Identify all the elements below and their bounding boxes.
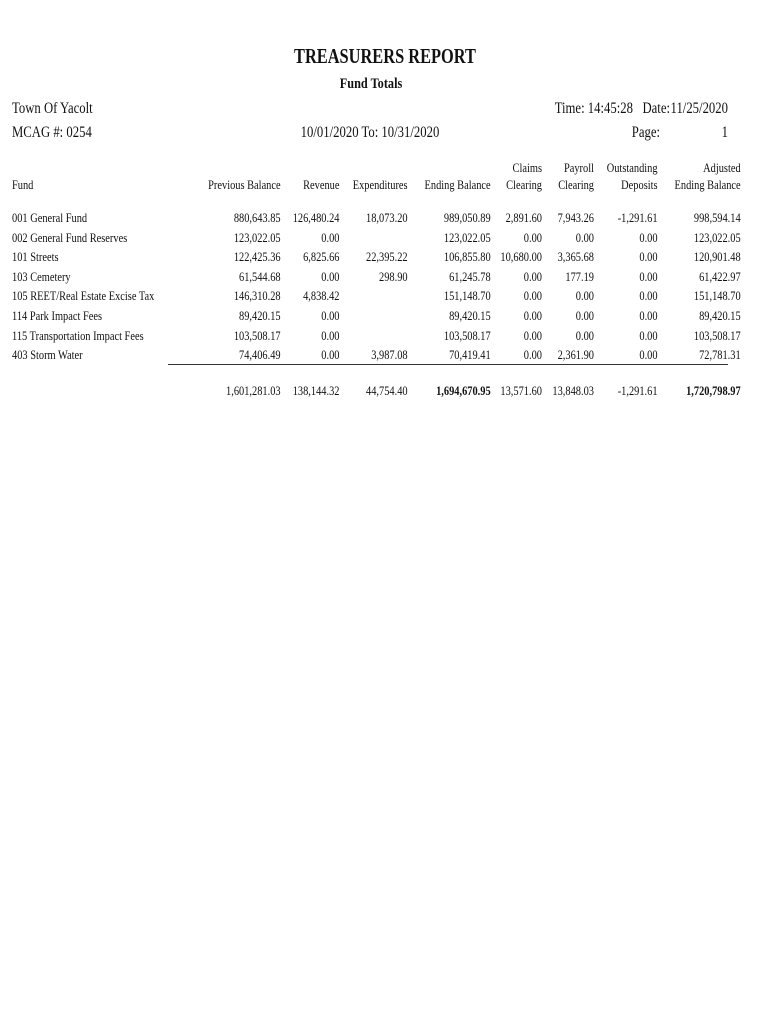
revenue-cell: 0.00 [320, 307, 340, 323]
outstanding-deposits-cell: -1,291.61 [618, 210, 658, 225]
ending-balance-cell: 151,148.70 [443, 288, 491, 304]
total-ending-balance: 1,694,670.95 [435, 382, 491, 398]
ending-balance-cell: 61,245.78 [448, 268, 491, 284]
previous-balance-cell: 103,508.17 [233, 327, 281, 343]
time-value: 14:45:28 [587, 100, 633, 117]
totals-label-cell [12, 365, 190, 401]
expenditures-cell: 298.90 [379, 268, 408, 284]
total-expenditures: 44,754.40 [366, 382, 408, 398]
claims-clearing-cell: 0.00 [524, 307, 543, 323]
ending-balance-cell: 106,855.80 [443, 249, 491, 265]
revenue-cell: 0.00 [320, 327, 340, 343]
adjusted-ending-balance-cell: 103,508.17 [693, 327, 741, 343]
fund-cell: 002 General Fund Reserves [12, 229, 128, 245]
ending-balance-cell: 70,419.41 [448, 347, 491, 363]
table-row [12, 306, 741, 326]
claims-clearing-cell: 0.00 [524, 229, 543, 245]
time-label: Time: [554, 100, 585, 117]
total-revenue: 138,144.32 [292, 382, 340, 398]
fund-cell: 114 Park Impact Fees [12, 307, 103, 323]
totals-row [12, 365, 741, 401]
adjusted-ending-balance-cell: 72,781.31 [698, 347, 741, 363]
outstanding-deposits-cell: 0.00 [639, 307, 658, 323]
revenue-cell: 6,825.66 [302, 249, 340, 265]
page-label: Page: [631, 124, 660, 141]
outstanding-deposits-cell: 0.00 [639, 327, 658, 343]
outstanding-deposits-cell: 0.00 [639, 288, 658, 304]
outstanding-deposits-cell: 0.00 [639, 229, 658, 245]
total-payroll-clearing: 13,848.03 [552, 382, 595, 398]
claims-clearing-cell: 2,891.60 [505, 210, 543, 225]
expenditures-cell [339, 326, 408, 346]
adjusted-ending-balance-cell: 120,901.48 [693, 249, 741, 265]
ending-balance-cell: 989,050.89 [443, 210, 491, 225]
fund-cell: 101 Streets [12, 249, 59, 265]
previous-balance-cell: 61,544.68 [238, 268, 281, 284]
payroll-clearing-cell: 0.00 [576, 229, 595, 245]
total-outstanding-deposits: -1,291.61 [618, 382, 658, 398]
previous-balance-cell: 146,310.28 [233, 288, 281, 304]
previous-balance-cell: 880,643.85 [233, 210, 281, 225]
table-row [12, 193, 741, 228]
table-row [12, 326, 741, 346]
table-row [12, 228, 741, 248]
expenditures-cell [339, 286, 408, 306]
claims-clearing-cell: 0.00 [524, 327, 543, 343]
expenditures-cell: 22,395.22 [366, 249, 408, 265]
previous-balance-cell: 74,406.49 [238, 347, 281, 363]
table-row [12, 247, 741, 267]
claims-clearing-cell: 0.00 [524, 268, 543, 284]
col-payroll-clearing: Payroll Clearing [558, 160, 595, 192]
report-subtitle: Fund Totals [339, 76, 403, 92]
payroll-clearing-cell: 2,361.90 [557, 347, 595, 363]
fund-cell: 103 Cemetery [12, 268, 71, 284]
col-previous-balance: Previous Balance [208, 177, 281, 192]
ending-balance-cell: 103,508.17 [443, 327, 491, 343]
expenditures-cell [339, 228, 408, 248]
col-expenditures: Expenditures [352, 177, 408, 192]
revenue-cell: 0.00 [320, 229, 340, 245]
fund-cell: 001 General Fund [12, 210, 88, 225]
revenue-cell: 4,838.42 [302, 288, 340, 304]
adjusted-ending-balance-cell: 998,594.14 [693, 210, 741, 225]
total-claims-clearing: 13,571.60 [500, 382, 543, 398]
previous-balance-cell: 123,022.05 [233, 229, 281, 245]
page-number: 1 [721, 124, 728, 141]
table-row [12, 267, 741, 287]
claims-clearing-cell: 0.00 [524, 347, 543, 363]
report-title: TREASURERS REPORT [294, 44, 476, 68]
table-row [12, 345, 741, 365]
fund-cell: 403 Storm Water [12, 347, 83, 363]
adjusted-ending-balance-cell: 61,422.97 [698, 268, 741, 284]
payroll-clearing-cell: 0.00 [576, 327, 595, 343]
adjusted-ending-balance-cell: 151,148.70 [693, 288, 741, 304]
expenditures-cell: 3,987.08 [371, 347, 408, 363]
payroll-clearing-cell: 7,943.26 [557, 210, 595, 225]
ending-balance-cell: 123,022.05 [443, 229, 491, 245]
col-ending-balance: Ending Balance [424, 177, 491, 192]
table-header-row [12, 157, 741, 193]
revenue-cell: 0.00 [320, 347, 340, 363]
mcag-number: MCAG #: 0254 [12, 124, 92, 141]
fund-cell: 115 Transportation Impact Fees [12, 327, 144, 343]
time-field [540, 100, 633, 118]
payroll-clearing-cell: 3,365.68 [557, 249, 595, 265]
adjusted-ending-balance-cell: 123,022.05 [693, 229, 741, 245]
date-value: 11/25/2020 [670, 100, 728, 117]
payroll-clearing-cell: 0.00 [576, 307, 595, 323]
entity-name: Town Of Yacolt [12, 100, 93, 117]
outstanding-deposits-cell: 0.00 [639, 347, 658, 363]
outstanding-deposits-cell: 0.00 [639, 249, 658, 265]
previous-balance-cell: 89,420.15 [238, 307, 281, 323]
report-period: 10/01/2020 To: 10/31/2020 [300, 124, 440, 141]
revenue-cell: 126,480.24 [292, 210, 340, 225]
adjusted-ending-balance-cell: 89,420.15 [698, 307, 741, 323]
claims-clearing-cell: 10,680.00 [500, 249, 543, 265]
ending-balance-cell: 89,420.15 [448, 307, 491, 323]
claims-clearing-cell: 0.00 [524, 288, 543, 304]
payroll-clearing-cell: 0.00 [576, 288, 595, 304]
total-adjusted-ending-balance: 1,720,798.97 [685, 382, 741, 398]
fund-cell: 105 REET/Real Estate Excise Tax [12, 288, 155, 304]
table-row [12, 286, 741, 306]
payroll-clearing-cell: 177.19 [565, 268, 595, 284]
total-previous-balance: 1,601,281.03 [225, 382, 281, 398]
col-fund: Fund [12, 177, 34, 192]
previous-balance-cell: 122,425.36 [233, 249, 281, 265]
col-outstanding-deposits: Outstanding Deposits [607, 160, 658, 192]
col-revenue: Revenue [302, 177, 340, 192]
col-claims-clearing: Claims Clearing [506, 160, 543, 192]
outstanding-deposits-cell: 0.00 [639, 268, 658, 284]
date-label: Date: [642, 100, 670, 117]
expenditures-cell [339, 306, 408, 326]
totals-divider [168, 364, 728, 365]
col-adjusted-ending-balance: Adjusted Ending Balance [674, 160, 741, 192]
revenue-cell: 0.00 [320, 268, 340, 284]
expenditures-cell: 18,073.20 [366, 210, 408, 225]
